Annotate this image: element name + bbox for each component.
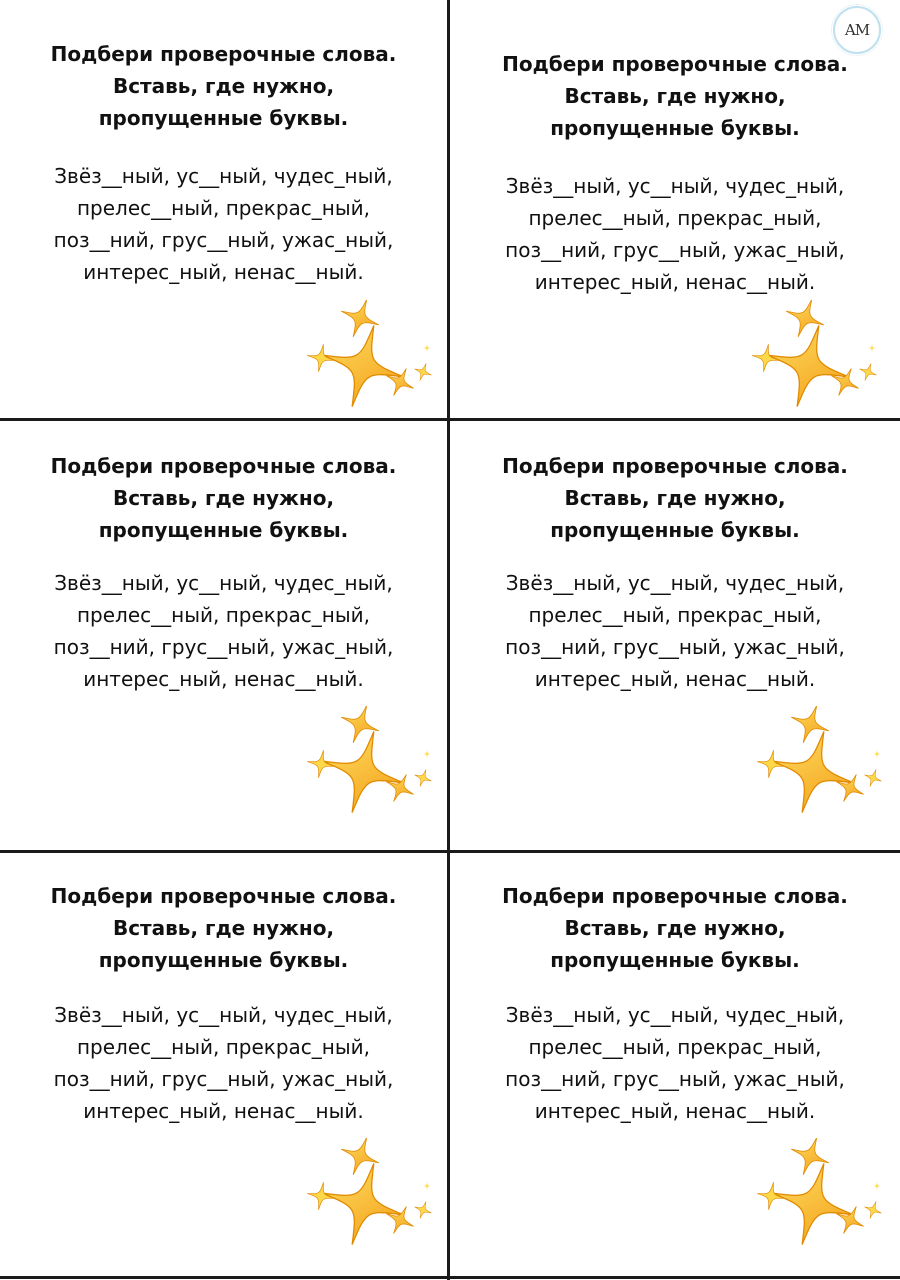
stars-icon xyxy=(305,1138,435,1248)
stars-icon xyxy=(755,1138,885,1248)
word-line: прелес__ный, прекрас_ный, xyxy=(528,1035,822,1059)
word-line: поз__ний, грус__ный, ужас_ный, xyxy=(53,1067,394,1091)
card-title xyxy=(0,450,447,546)
word-line: прелес__ный, прекрас_ный, xyxy=(76,196,371,220)
card-title xyxy=(450,48,900,144)
exercise-card-2 xyxy=(450,0,900,418)
word-list xyxy=(0,567,447,695)
word-line: Звёз__ный, ус__ный, чудес_ный, xyxy=(54,571,393,595)
word-line: прелес__ный, прекрас_ный, xyxy=(528,603,822,627)
word-line: Звёз__ный, ус__ный, чудес_ный, xyxy=(54,1003,393,1027)
stars-icon xyxy=(305,300,435,410)
card-title xyxy=(450,880,900,976)
word-list xyxy=(450,999,900,1127)
word-line: интерес_ный, ненас__ный. xyxy=(83,1099,364,1123)
title-line: пропущенные буквы. xyxy=(550,518,800,542)
word-line: прелес__ный, прекрас_ный, xyxy=(76,603,371,627)
word-line: Звёз__ный, ус__ный, чудес_ный, xyxy=(505,174,845,198)
title-line: Подбери проверочные слова. xyxy=(502,454,848,478)
word-list xyxy=(450,567,900,695)
title-line: Вставь, где нужно, xyxy=(112,486,335,510)
title-line: Вставь, где нужно, xyxy=(112,916,335,940)
word-list xyxy=(450,170,900,298)
title-line: Подбери проверочные слова. xyxy=(502,884,848,908)
title-line: пропущенные буквы. xyxy=(98,948,349,972)
exercise-card-5 xyxy=(0,853,447,1276)
stars-icon xyxy=(305,706,435,816)
word-line: интерес_ный, ненас__ный. xyxy=(83,260,364,284)
word-line: интерес_ный, ненас__ный. xyxy=(534,270,816,294)
word-line: Звёз__ный, ус__ный, чудес_ный, xyxy=(505,571,845,595)
stars-icon xyxy=(750,300,880,410)
exercise-card-4 xyxy=(450,421,900,850)
title-line: пропущенные буквы. xyxy=(550,948,800,972)
word-line: интерес_ный, ненас__ный. xyxy=(83,667,364,691)
card-title xyxy=(450,450,900,546)
title-line: Подбери проверочные слова. xyxy=(50,42,397,66)
word-line: поз__ний, грус__ный, ужас_ный, xyxy=(53,228,394,252)
title-line: Вставь, где нужно, xyxy=(564,916,786,940)
title-line: Вставь, где нужно, xyxy=(112,74,335,98)
card-title xyxy=(0,880,447,976)
title-line: пропущенные буквы. xyxy=(98,106,349,130)
word-line: прелес__ный, прекрас_ный, xyxy=(76,1035,371,1059)
word-line: поз__ний, грус__ный, ужас_ный, xyxy=(505,238,845,262)
exercise-card-6 xyxy=(450,853,900,1276)
word-line: прелес__ный, прекрас_ный, xyxy=(528,206,822,230)
bottom-divider xyxy=(0,1276,900,1279)
card-title xyxy=(0,38,447,134)
word-line: Звёз__ный, ус__ный, чудес_ный, xyxy=(505,1003,845,1027)
title-line: Вставь, где нужно, xyxy=(564,486,786,510)
word-line: интерес_ный, ненас__ный. xyxy=(534,1099,816,1123)
title-line: Подбери проверочные слова. xyxy=(502,52,848,76)
title-line: пропущенные буквы. xyxy=(550,116,800,140)
exercise-card-1 xyxy=(0,0,447,418)
title-line: Вставь, где нужно, xyxy=(564,84,786,108)
word-line: поз__ний, грус__ный, ужас_ный, xyxy=(505,1067,845,1091)
word-line: интерес_ный, ненас__ный. xyxy=(534,667,816,691)
word-line: Звёз__ный, ус__ный, чудес_ный, xyxy=(54,164,393,188)
word-list xyxy=(0,999,447,1127)
word-line: поз__ний, грус__ный, ужас_ный, xyxy=(505,635,845,659)
brand-logo-text: AM xyxy=(844,21,870,39)
title-line: Подбери проверочные слова. xyxy=(50,884,397,908)
title-line: Подбери проверочные слова. xyxy=(50,454,397,478)
word-list xyxy=(0,160,447,288)
word-line: поз__ний, грус__ный, ужас_ный, xyxy=(53,635,394,659)
stars-icon xyxy=(755,706,885,816)
exercise-card-3 xyxy=(0,421,447,850)
title-line: пропущенные буквы. xyxy=(98,518,349,542)
